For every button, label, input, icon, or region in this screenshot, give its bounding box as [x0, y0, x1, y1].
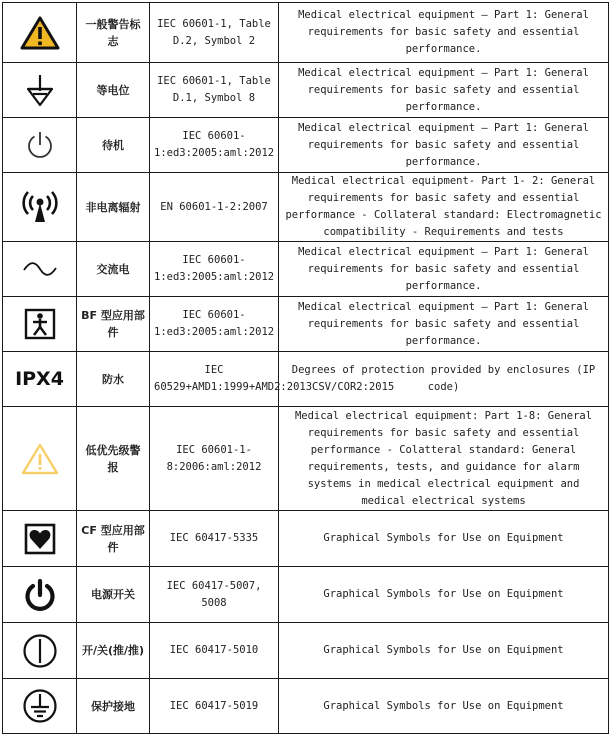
standard-reference: IEC 60417-5019 — [150, 679, 279, 734]
standard-reference: IEC 60601-1:ed3:2005:aml:2012 — [150, 297, 279, 352]
symbol-name: 防水 — [77, 352, 150, 407]
symbol-cell — [3, 118, 77, 173]
standby-icon — [25, 130, 55, 160]
non-ionizing-radiation-icon — [18, 188, 62, 226]
symbol-cell — [3, 63, 77, 118]
symbol-cell — [3, 297, 77, 352]
standard-reference: IEC 60601-1-8:2006:aml:2012 — [150, 407, 279, 511]
standard-reference: IEC 60601-1:ed3:2005:aml:2012 — [150, 242, 279, 297]
standard-reference: IEC 60417-5007, 5008 — [150, 567, 279, 623]
standard-reference: IEC 60601-1, Table D.2, Symbol 2 — [150, 3, 279, 63]
equipotential-icon — [24, 73, 56, 107]
symbol-name: 一般警告标志 — [77, 3, 150, 63]
symbol-name: 开/关(推/推) — [77, 623, 150, 679]
standard-description: Graphical Symbols for Use on Equipment — [279, 623, 609, 679]
symbol-name: 待机 — [77, 118, 150, 173]
table-row — [3, 623, 609, 679]
low-priority-alarm-icon — [20, 442, 60, 476]
table-row — [3, 173, 609, 242]
standard-description: Medical electrical equipment — Part 1: General requirements for basic safety and essential performance. — [279, 63, 609, 118]
symbol-name: 等电位 — [77, 63, 150, 118]
table-row — [3, 567, 609, 623]
standard-description: Graphical Symbols for Use on Equipment — [279, 567, 609, 623]
symbol-cell — [3, 3, 77, 63]
cf-applied-part-icon — [24, 523, 56, 555]
symbol-cell — [3, 407, 77, 511]
standard-description: Medical electrical equipment: Part 1-8: General requirements for basic safety and essential performance - Colatteral standard: General requirements, tests, and guidance for alarm systems in medical electrical equipment and medical electrical systems — [279, 407, 609, 511]
standard-description: Graphical Symbols for Use on Equipment — [279, 679, 609, 734]
table-row — [3, 511, 609, 567]
table-row — [3, 679, 609, 734]
standard-reference: IEC 60529+AMD1:1999+AMD2:2013CSV/COR2:2015 — [150, 352, 279, 407]
symbol-cell — [3, 679, 77, 734]
standard-description: Degrees of protection provided by enclosures (IP code) — [279, 352, 609, 407]
protective-earth-icon — [22, 688, 58, 724]
symbol-name: 低优先级警报 — [77, 407, 150, 511]
symbol-table — [2, 2, 612, 737]
symbol-cell — [3, 623, 77, 679]
table-row — [3, 352, 609, 407]
standard-description: Medical electrical equipment — Part 1: General requirements for basic safety and essential performance. — [279, 118, 609, 173]
symbol-cell — [3, 567, 77, 623]
table-row — [3, 63, 609, 118]
symbol-name: 保护接地 — [77, 679, 150, 734]
warning-triangle-icon — [20, 16, 60, 50]
standard-reference: IEC 60601-1, Table D.1, Symbol 8 — [150, 63, 279, 118]
table-row — [3, 118, 609, 173]
symbol-name: CF 型应用部件 — [77, 511, 150, 567]
standard-reference: IEC 60601-1:ed3:2005:aml:2012 — [150, 118, 279, 173]
alternating-current-icon — [22, 261, 58, 277]
standard-description: Medical electrical equipment — Part 1: General requirements for basic safety and essential performance. — [279, 242, 609, 297]
table-row — [3, 297, 609, 352]
symbol-cell — [3, 173, 77, 242]
ipx4-icon: IPX4 — [15, 368, 64, 390]
symbol-name: 电源开关 — [77, 567, 150, 623]
symbol-cell — [3, 352, 77, 407]
push-push-icon — [22, 633, 58, 669]
bf-applied-part-icon — [24, 308, 56, 340]
power-switch-icon — [23, 578, 57, 612]
standard-reference: EN 60601-1-2:2007 — [150, 173, 279, 242]
table-row — [3, 407, 609, 511]
table-row — [3, 3, 609, 63]
symbol-name: 非电离辐射 — [77, 173, 150, 242]
symbol-name: BF 型应用部件 — [77, 297, 150, 352]
standard-description: Medical electrical equipment — Part 1: General requirements for basic safety and essential performance. — [279, 297, 609, 352]
standard-description: Graphical Symbols for Use on Equipment — [279, 511, 609, 567]
symbol-cell — [3, 242, 77, 297]
symbol-cell — [3, 511, 77, 567]
standard-description: Medical electrical equipment- Part 1- 2: General requirements for basic safety and essential performance - Collateral standard: Electromagnetic compatibility - Requirements and tests — [279, 173, 609, 242]
table-row — [3, 242, 609, 297]
symbol-name: 交流电 — [77, 242, 150, 297]
standard-reference: IEC 60417-5010 — [150, 623, 279, 679]
standard-reference: IEC 60417-5335 — [150, 511, 279, 567]
standard-description: Medical electrical equipment — Part 1: General requirements for basic safety and essential performance. — [279, 3, 609, 63]
